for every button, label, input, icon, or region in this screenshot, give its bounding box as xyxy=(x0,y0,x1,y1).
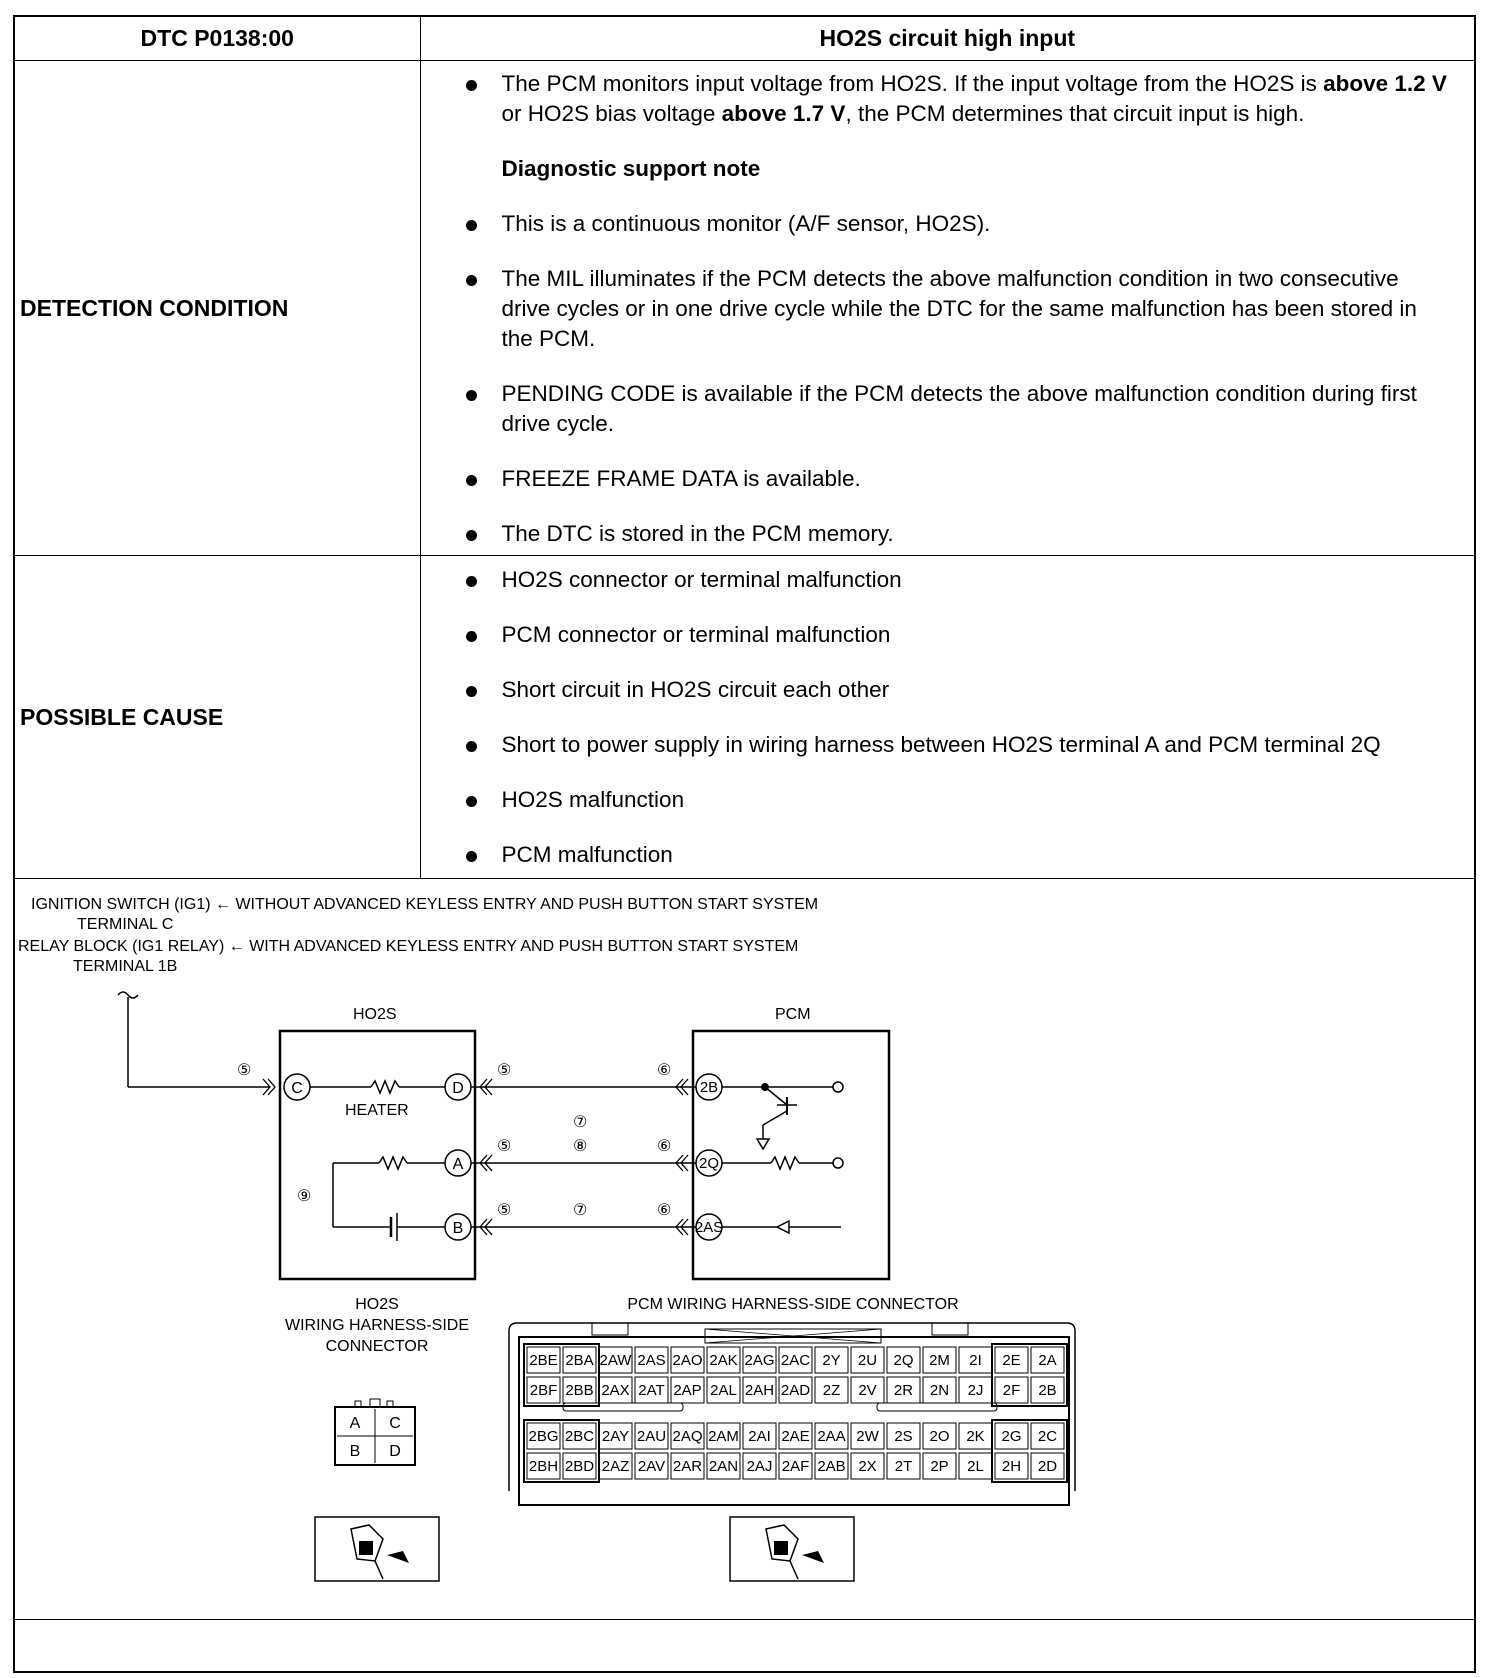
pcm-pin-label: 2AZ xyxy=(601,1458,630,1475)
pcm-pin-label: 2W xyxy=(856,1428,879,1445)
pcm-pin-label: 2AD xyxy=(780,1382,811,1399)
ho2s-terminal-d xyxy=(445,1074,471,1100)
svg-text:⑤: ⑤ xyxy=(497,1138,512,1155)
pcm-pin-label: 2AE xyxy=(781,1428,810,1445)
terminal-c-label: TERMINAL C xyxy=(77,916,174,933)
ho2s-pin-b: B xyxy=(349,1443,361,1460)
pcm-pin-label: 2B xyxy=(1038,1382,1057,1399)
svg-text:2B: 2B xyxy=(699,1079,719,1096)
pcm-pin-label: 2O xyxy=(929,1428,950,1445)
pcm-pin-label: 2AG xyxy=(744,1352,775,1369)
ho2s-connector-view-icon xyxy=(315,1517,439,1581)
pcm-transistor xyxy=(765,1087,787,1105)
wiring-diagram xyxy=(15,879,1474,1619)
pcm-pin-label: 2X xyxy=(858,1458,877,1475)
pcm-pin-label: 2G xyxy=(1001,1428,1022,1445)
cause-row xyxy=(15,556,1474,879)
dtc-code: DTC P0138:00 xyxy=(15,17,420,61)
pcm-pin-label: 2E xyxy=(1002,1352,1021,1369)
ignition-switch-label: IGNITION SWITCH (IG1) ← WITHOUT ADVANCED KEYLESS ENTRY AND PUSH BUTTON START SYSTEM xyxy=(31,896,819,913)
detection-item: The MIL illuminates if the PCM detects the above malfunction condition in two consecutive drive cycles or in one drive cycle while the DTC for the same malfunction has been stored in the PCM. xyxy=(466,264,1449,354)
pcm-terminal-2b xyxy=(696,1074,722,1100)
detection-item: PENDING CODE is available if the PCM detects the above malfunction condition during first drive cycle. xyxy=(466,379,1449,439)
pcm-pin-label: 2P xyxy=(930,1458,949,1475)
pcm-pin-label: 2I xyxy=(969,1352,982,1369)
pcm-pin-label: 2AR xyxy=(672,1458,703,1475)
pcm-connector-face xyxy=(509,1323,1075,1505)
pcm-pin-label: 2AK xyxy=(709,1352,738,1369)
pcm-pin-label: 2BB xyxy=(565,1382,594,1399)
terminal-1b-label: TERMINAL 1B xyxy=(73,958,178,975)
pcm-pin-label: 2AY xyxy=(601,1428,630,1445)
pcm-pin-label: 2Q xyxy=(893,1352,914,1369)
pcm-pin-label: 2AX xyxy=(601,1382,630,1399)
detection-cell xyxy=(420,61,1474,556)
pcm-box xyxy=(693,1031,889,1279)
pcm-pin-label: 2L xyxy=(967,1458,984,1475)
pcm-pin-label: 2AL xyxy=(710,1382,737,1399)
dtc-table xyxy=(15,17,1474,1620)
ho2s-box xyxy=(280,1031,475,1279)
pcm-connector-view-icon xyxy=(730,1517,854,1581)
pcm-pin-label: 2Z xyxy=(822,1382,841,1399)
ho2s-pin-a: A xyxy=(349,1415,361,1432)
pcm-buffer xyxy=(777,1221,789,1233)
pcm-pin-label: 2K xyxy=(966,1428,985,1445)
pcm-pin-label: 2AI xyxy=(748,1428,771,1445)
detection-item: The DTC is stored in the PCM memory. xyxy=(466,519,1449,549)
header-row xyxy=(15,17,1474,61)
pcm-terminal-2q xyxy=(696,1150,722,1176)
diagram-row xyxy=(15,879,1474,1620)
ho2s-terminal-a xyxy=(445,1150,471,1176)
cause-item: PCM connector or terminal malfunction xyxy=(466,620,1449,650)
svg-text:⑤: ⑤ xyxy=(237,1062,252,1079)
pcm-pin-label: 2AQ xyxy=(672,1428,703,1445)
cause-item: HO2S connector or terminal malfunction xyxy=(466,565,1449,595)
pcm-pin-label: 2AJ xyxy=(746,1458,773,1475)
diagnostic-support-note-title: Diagnostic support note xyxy=(501,156,761,181)
relay-block-label: RELAY BLOCK (IG1 RELAY) ← WITH ADVANCED KEYLESS ENTRY AND PUSH BUTTON START SYSTEM xyxy=(18,938,799,955)
pcm-conn-title: PCM WIRING HARNESS-SIDE CONNECTOR xyxy=(627,1296,959,1313)
svg-text:⑧: ⑧ xyxy=(573,1138,588,1155)
pcm-terminal-2as xyxy=(695,1214,723,1240)
dtc-document xyxy=(13,15,1476,1673)
pcm-pin-label: 2AN xyxy=(708,1458,739,1475)
pcm-pin-label: 2AV xyxy=(637,1458,666,1475)
pcm-pin-label: 2F xyxy=(1002,1382,1021,1399)
svg-text:⑤: ⑤ xyxy=(497,1062,512,1079)
ho2s-connector-face xyxy=(335,1399,415,1465)
cause-item: HO2S malfunction xyxy=(466,785,1449,815)
pcm-pin-label: 2BD xyxy=(564,1458,595,1475)
pcm-pin-label: 2H xyxy=(1001,1458,1022,1475)
pcm-pin-label: 2V xyxy=(858,1382,877,1399)
pcm-pin-label: 2M xyxy=(929,1352,950,1369)
svg-text:⑨: ⑨ xyxy=(297,1188,312,1205)
heater-resistor xyxy=(371,1081,399,1093)
pcm-title: PCM xyxy=(775,1006,811,1023)
ho2s-conn-title-2: WIRING HARNESS-SIDE xyxy=(284,1317,470,1334)
svg-text:⑦: ⑦ xyxy=(573,1202,588,1219)
svg-text:⑥: ⑥ xyxy=(657,1138,672,1155)
pcm-pin-label: 2AS xyxy=(637,1352,666,1369)
pcm-pin-label: 2AH xyxy=(744,1382,775,1399)
svg-text:D: D xyxy=(452,1080,464,1097)
cause-item: Short to power supply in wiring harness between HO2S terminal A and PCM terminal 2Q xyxy=(466,730,1449,760)
pcm-pin-label: 2AC xyxy=(780,1352,811,1369)
dtc-title: HO2S circuit high input xyxy=(420,17,1474,61)
pcm-pin-label: 2S xyxy=(894,1428,913,1445)
pcm-pin-label: 2BC xyxy=(564,1428,595,1445)
pcm-pin-label: 2BF xyxy=(529,1382,558,1399)
pcm-pin-label: 2T xyxy=(894,1458,913,1475)
pcm-pin-label: 2AM xyxy=(708,1428,739,1445)
pcm-pin-label: 2D xyxy=(1037,1458,1058,1475)
ho2s-pin-d: D xyxy=(389,1443,401,1460)
svg-text:2Q: 2Q xyxy=(698,1155,720,1172)
svg-text:2AS: 2AS xyxy=(694,1219,724,1236)
cause-label: POSSIBLE CAUSE xyxy=(15,556,420,879)
pcm-pin-label: 2C xyxy=(1037,1428,1058,1445)
pcm-pin-label: 2AB xyxy=(817,1458,846,1475)
pcm-pin-label: 2A xyxy=(1038,1352,1057,1369)
svg-text:⑥: ⑥ xyxy=(657,1062,672,1079)
ho2s-conn-title-3: CONNECTOR xyxy=(325,1338,429,1355)
svg-text:⑤: ⑤ xyxy=(497,1202,512,1219)
pcm-pin-label: 2BA xyxy=(565,1352,594,1369)
ho2s-pin-c: C xyxy=(389,1415,401,1432)
pcm-pin-label: 2AF xyxy=(781,1458,810,1475)
pcm-pin-label: 2AW xyxy=(599,1352,632,1369)
pcm-pin-label: 2BE xyxy=(529,1352,558,1369)
pcm-pin-label: 2J xyxy=(967,1382,984,1399)
pcm-pin-label: 2AU xyxy=(636,1428,667,1445)
cause-item: Short circuit in HO2S circuit each other xyxy=(466,675,1449,705)
detection-item: This is a continuous monitor (A/F sensor, HO2S). xyxy=(466,209,1449,239)
detection-label: DETECTION CONDITION xyxy=(15,61,420,556)
pcm-pin-label: 2BG xyxy=(528,1428,559,1445)
detection-item: FREEZE FRAME DATA is available. xyxy=(466,464,1449,494)
detection-monitor-item: The PCM monitors input voltage from HO2S. If the input voltage from the HO2S is above 1.2 V or HO2S bias voltage above 1.7 V, the PCM determines that circuit input is high. xyxy=(466,69,1449,129)
svg-text:⑦: ⑦ xyxy=(573,1114,588,1131)
ho2s-terminal-c xyxy=(284,1074,310,1100)
pcm-pin-label: 2AP xyxy=(673,1382,702,1399)
svg-text:A: A xyxy=(452,1156,464,1173)
pcm-pin-label: 2AO xyxy=(672,1352,703,1369)
heater-label: HEATER xyxy=(345,1102,409,1119)
pcm-pin-label: 2U xyxy=(857,1352,878,1369)
ho2s-terminal-b xyxy=(445,1214,471,1240)
cause-cell xyxy=(420,556,1474,879)
pcm-pin-label: 2R xyxy=(893,1382,914,1399)
pcm-pin-label: 2AT xyxy=(638,1382,665,1399)
pcm-pin-label: 2N xyxy=(929,1382,950,1399)
detection-row xyxy=(15,61,1474,556)
ho2s-title: HO2S xyxy=(353,1006,397,1023)
pcm-pin-label: 2AA xyxy=(817,1428,846,1445)
pcm-pin-label: 2BH xyxy=(528,1458,559,1475)
cause-item: PCM malfunction xyxy=(466,840,1449,870)
svg-text:C: C xyxy=(291,1080,303,1097)
ho2s-conn-title-1: HO2S xyxy=(355,1296,399,1313)
svg-text:⑥: ⑥ xyxy=(657,1202,672,1219)
svg-text:B: B xyxy=(452,1220,464,1237)
wiring-diagram-svg xyxy=(15,879,1474,1619)
pcm-pin-label: 2Y xyxy=(822,1352,841,1369)
